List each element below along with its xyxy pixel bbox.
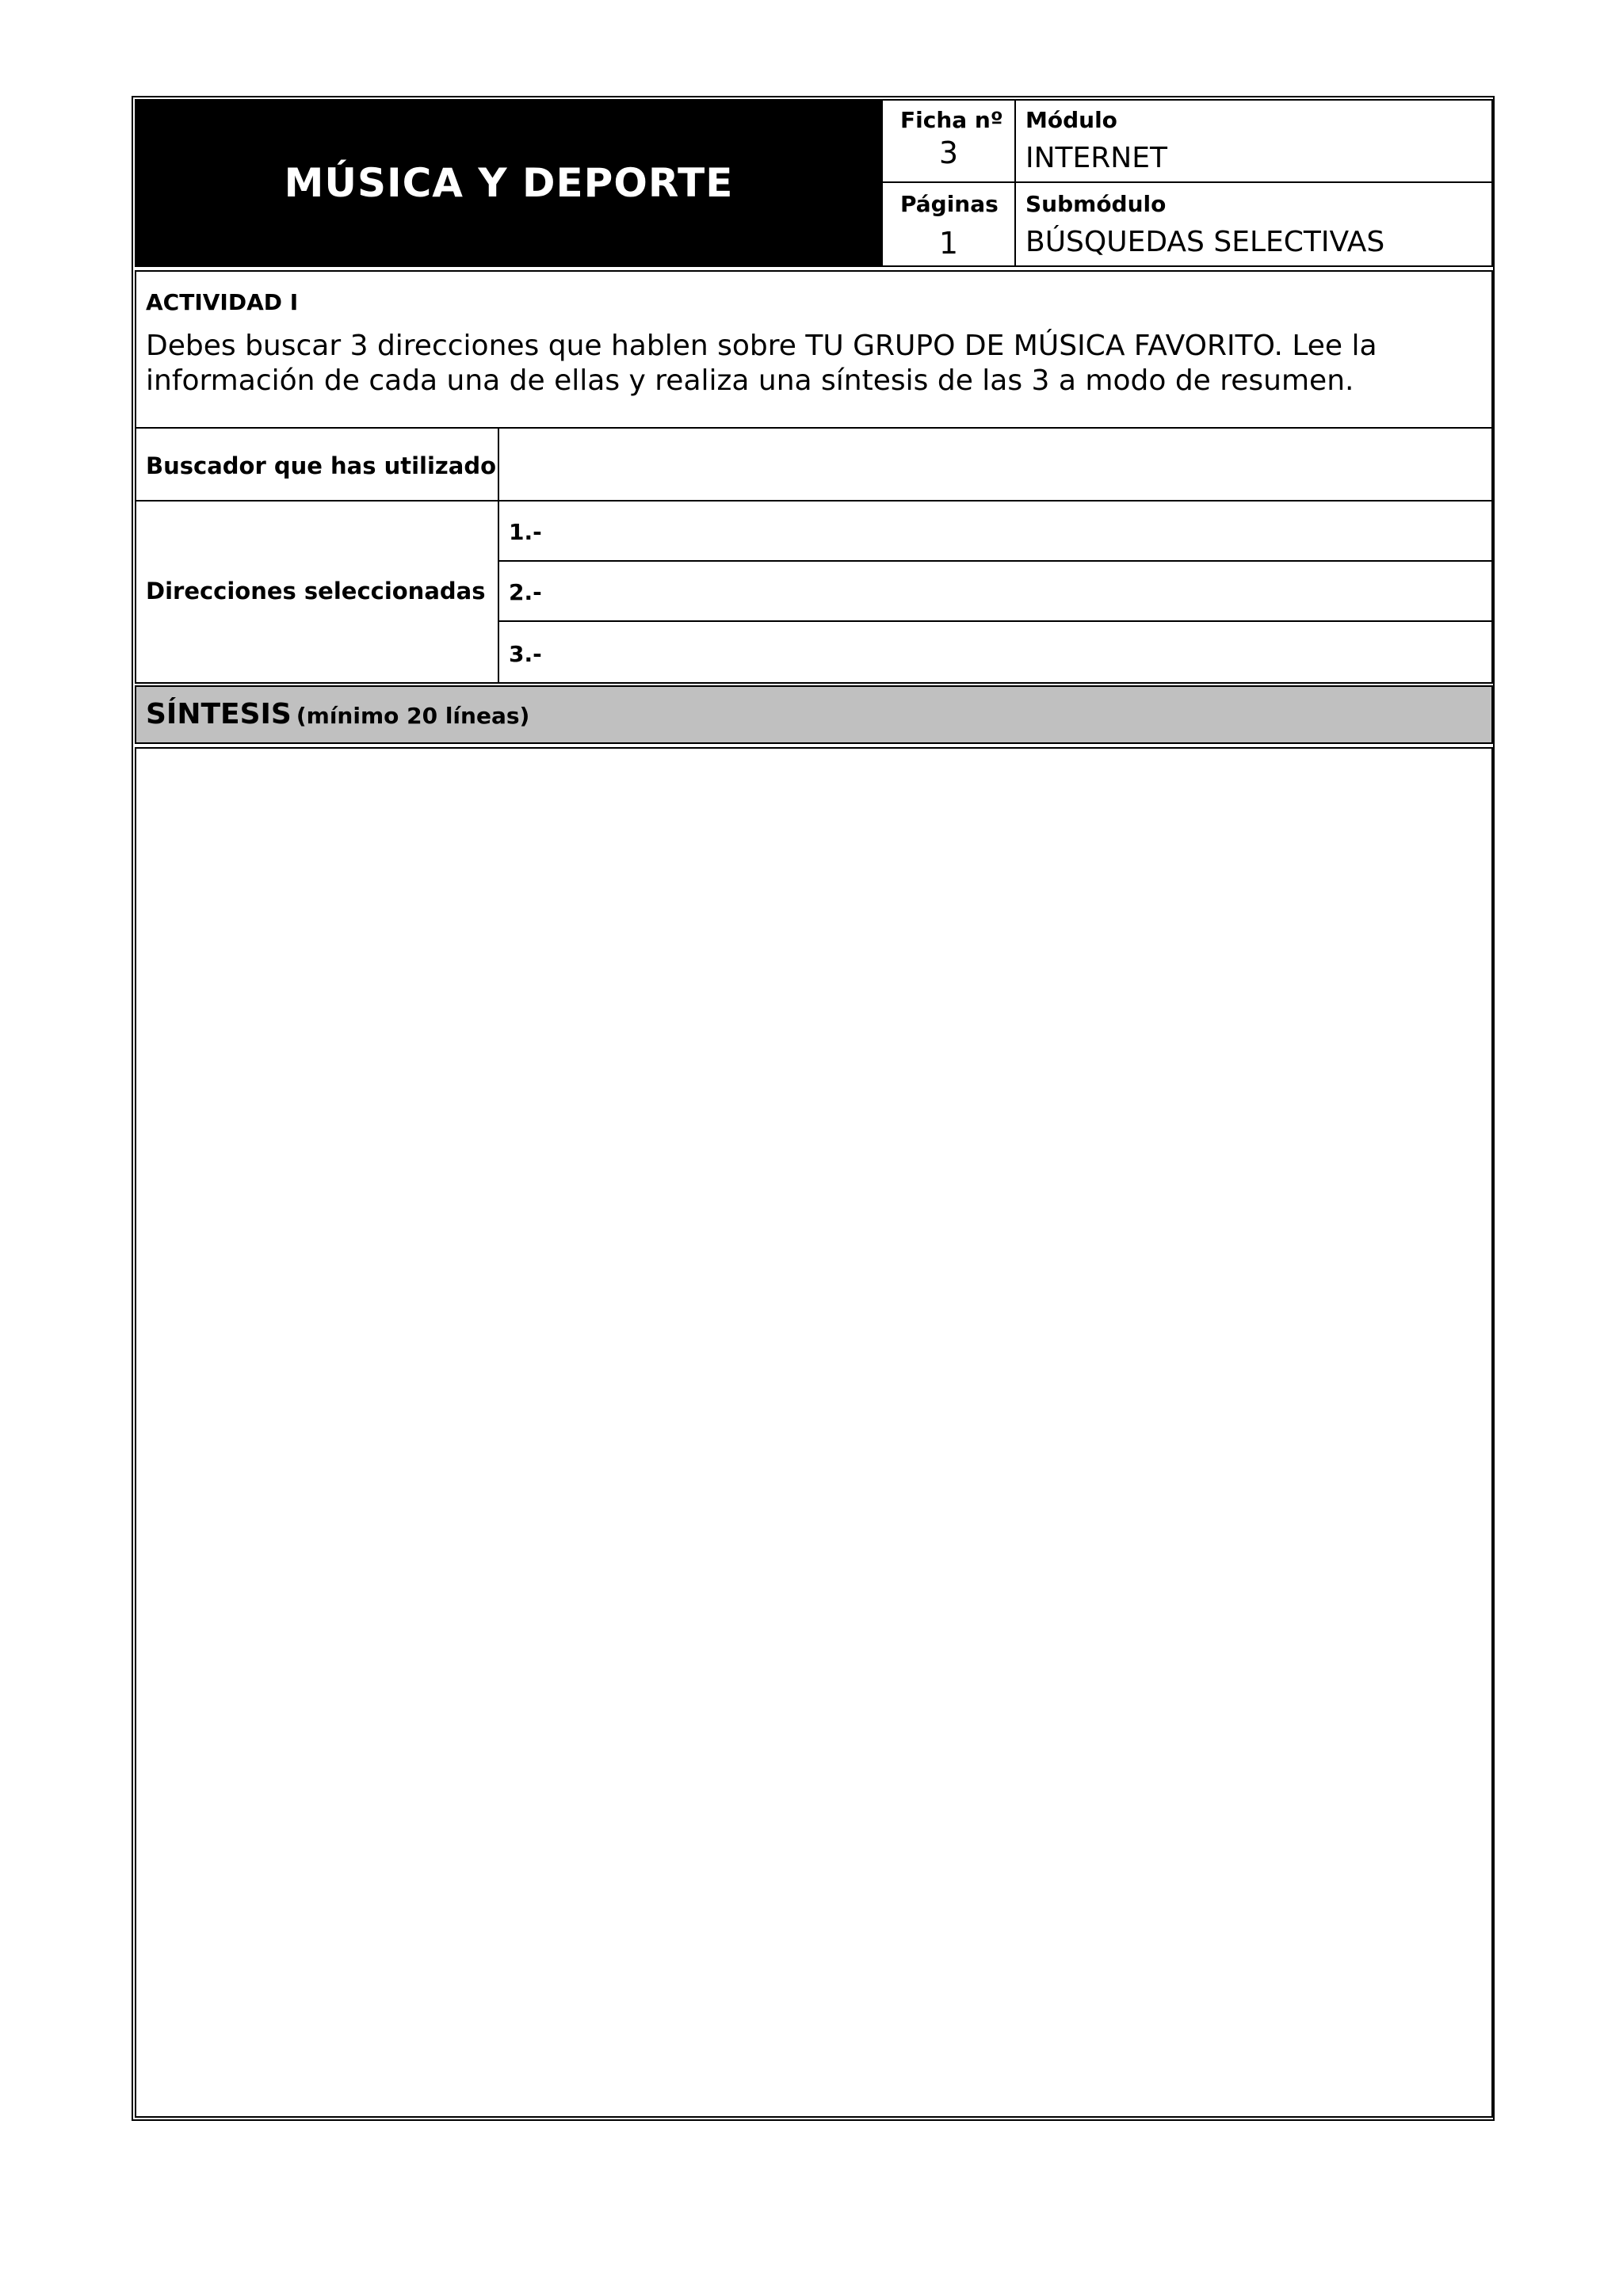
address-row-1[interactable] [498, 500, 1493, 562]
activity-title: ACTIVIDAD I [146, 289, 299, 315]
synthesis-answer-box[interactable] [135, 747, 1493, 2118]
addresses-label-cell [135, 500, 499, 684]
synthesis-textarea[interactable] [136, 749, 1491, 2116]
title-text: MÚSICA Y DEPORTE [284, 160, 734, 206]
synthesis-header [135, 685, 1493, 744]
modulo-value: INTERNET [1025, 142, 1167, 174]
synthesis-subtitle: (mínimo 20 líneas) [296, 703, 530, 729]
modulo-cell [1014, 99, 1493, 183]
modulo-label: Módulo [1025, 107, 1117, 133]
submodulo-cell [1014, 181, 1493, 267]
activity-section [135, 270, 1493, 429]
search-engine-label: Buscador que has utilizado [146, 452, 497, 479]
synthesis-title-group [146, 698, 529, 730]
address-number-1: 1.- [509, 519, 542, 545]
ficha-value: 3 [938, 135, 959, 170]
synthesis-title: SÍNTESIS [146, 698, 292, 730]
address-row-2[interactable] [498, 560, 1493, 622]
search-engine-label-cell [135, 427, 499, 502]
worksheet-title [135, 99, 883, 267]
ficha-label: Ficha nº [900, 107, 1003, 133]
activity-instructions: Debes buscar 3 direcciones que hablen sobre TU GRUPO DE MÚSICA FAVORITO. Lee la información de cada una de ellas y realiza una síntesis de las 3 a modo de resumen. [146, 330, 1377, 397]
submodulo-value: BÚSQUEDAS SELECTIVAS [1025, 226, 1385, 258]
submodulo-label: Submódulo [1025, 191, 1167, 217]
addresses-label: Direcciones seleccionadas [146, 578, 486, 605]
paginas-cell [881, 181, 1016, 267]
search-engine-answer-cell[interactable] [498, 427, 1493, 502]
address-number-3: 3.- [509, 641, 542, 667]
paginas-value: 1 [938, 226, 959, 261]
address-row-3[interactable] [498, 620, 1493, 684]
paginas-label: Páginas [900, 191, 999, 217]
worksheet [132, 96, 1495, 2121]
address-number-2: 2.- [509, 579, 542, 605]
ficha-cell [881, 99, 1016, 183]
